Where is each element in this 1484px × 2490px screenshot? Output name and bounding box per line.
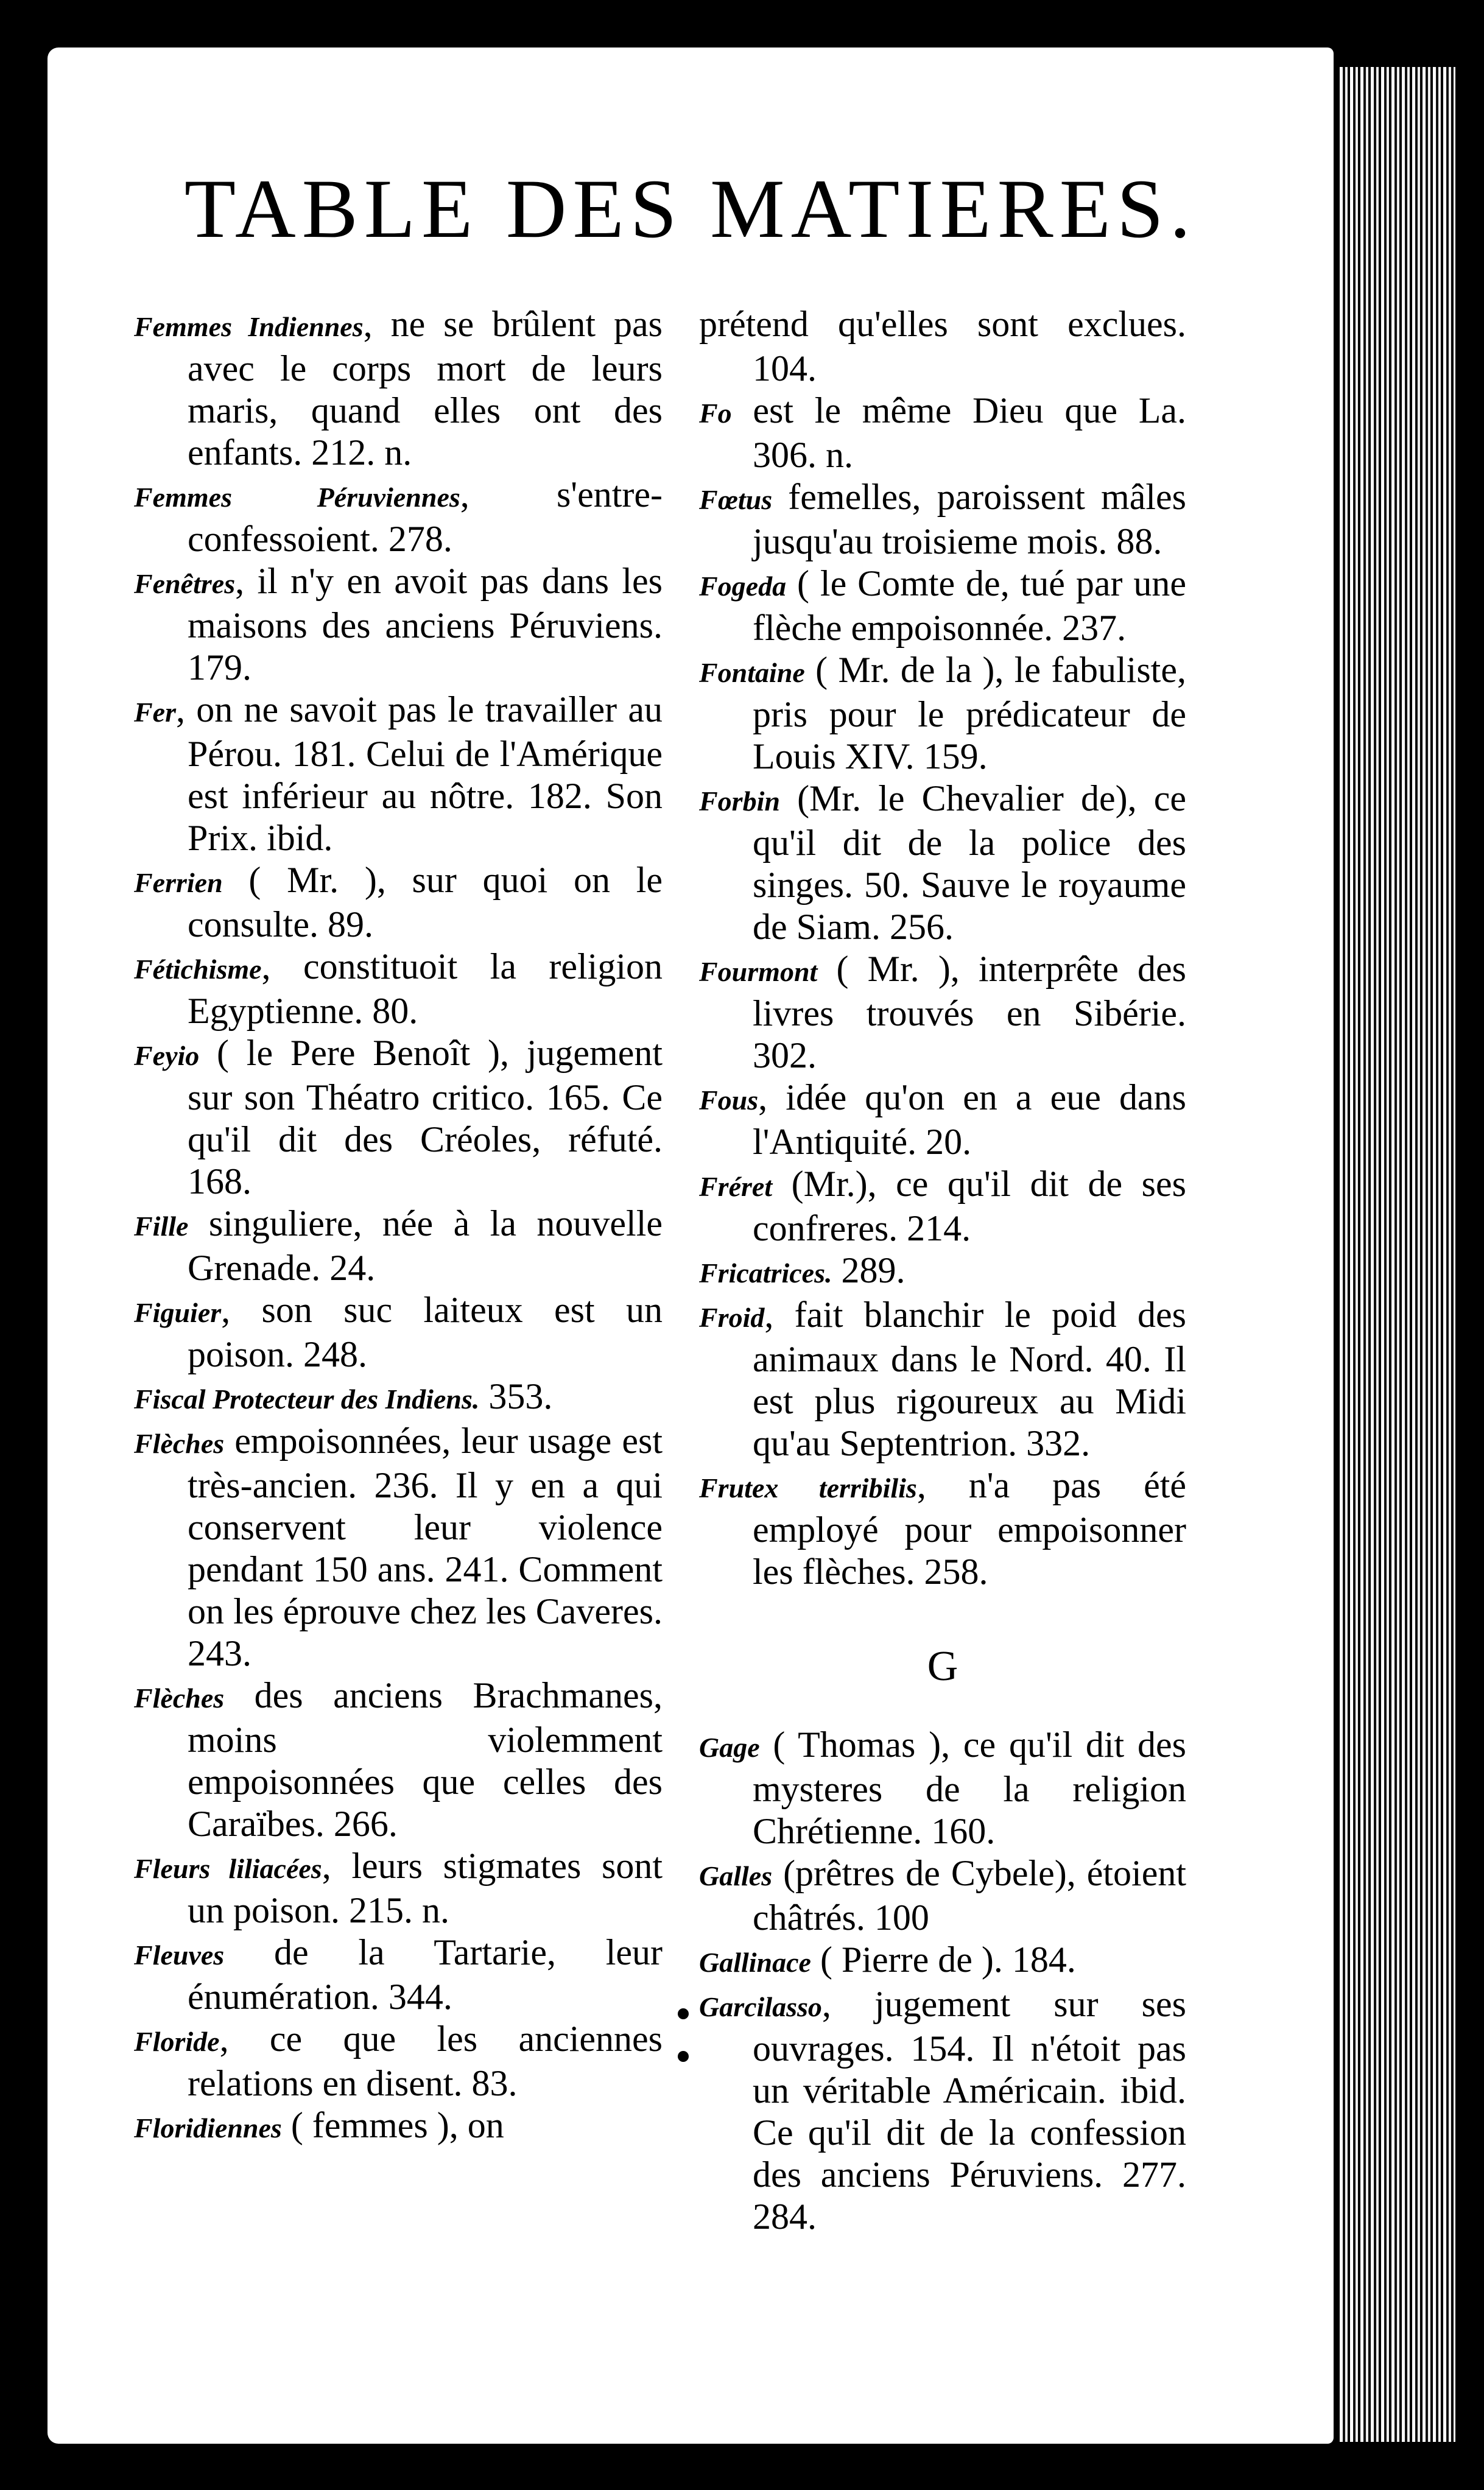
entry-headword: Forbin [699,786,780,817]
entry-headword: Fœtus [699,484,773,515]
index-entry [134,474,663,560]
entry-headword: Flèches [134,1683,225,1714]
index-entry [134,1289,663,1376]
entry-headword: Fourmont [699,956,818,987]
right-column [699,303,1186,2238]
entry-text: (prêtres de Cybele), étoient châtrés. 100 [753,1853,1186,1938]
entry-headword: Fontaine [699,657,805,688]
entry-text: , jugement sur ses ouvrages. 154. Il n'étoit pas un véritable Américain. ibid. Ce qu'il dit de la confession des anciens Péruviens. 277. 284. [753,1984,1186,2237]
entry-headword: Figuier [134,1297,222,1328]
index-entry [134,859,663,946]
entry-text: de la Tartarie, leur énumération. 344. [188,1932,663,2017]
entry-headword: Fleuves [134,1940,225,1971]
entry-text: prétend qu'elles sont exclues. 104. [699,304,1186,389]
entry-text: ( Mr. ), sur quoi on le consulte. 89. [188,860,663,944]
margin-mark [678,2051,689,2062]
entry-headword: Fricatrices. [699,1257,832,1289]
entry-headword: Frutex terribilis [699,1472,917,1503]
entry-headword: Fiscal Protecteur des Indiens. [134,1384,480,1415]
entry-text: (Mr.), ce qu'il dit de ses confreres. 214. [753,1164,1186,1248]
index-entry [699,476,1186,563]
entry-text: , idée qu'on en a eue dans l'Antiquité. 20. [753,1077,1186,1162]
index-entry [699,563,1186,649]
index-entry [134,2018,663,2105]
index-entry [699,1724,1186,1852]
index-entry [699,303,1186,390]
entry-text: ( le Comte de, tué par une flèche empoisonnée. 237. [753,563,1186,648]
index-entry [134,1203,663,1289]
entry-text: des anciens Brachmanes, moins violemment empoisonnées que celles des Caraïbes. 266. [188,1675,663,1844]
entry-headword: Fo [699,398,732,429]
index-entry [134,1845,663,1932]
entry-headword: Garcilasso [699,1991,822,2022]
index-entry [699,1465,1186,1593]
index-entry [134,560,663,689]
entry-headword: Fenêtres [134,568,236,599]
entry-headword: Gallinace [699,1947,811,1978]
entry-text: ( le Pere Benoît ), jugement sur son Théatro critico. 165. Ce qu'il dit des Créoles, réfuté. 168. [188,1033,663,1201]
index-entry [699,1939,1186,1983]
index-entry [134,1420,663,1675]
index-entry [699,1077,1186,1163]
entry-text: (Mr. le Chevalier de), ce qu'il dit de la police des singes. 50. Sauve le royaume de Siam. 256. [753,778,1186,947]
entry-text: 353. [479,1376,553,1416]
entry-headword: Fer [134,697,176,728]
index-entry [699,778,1186,948]
entry-text: , il n'y en avoit pas dans les maisons des anciens Péruviens. 179. [188,561,663,688]
page-title: TABLE DES MATIERES. [184,162,1197,255]
entry-headword: Floridiennes [134,2112,282,2144]
margin-mark [678,2008,689,2019]
page-edges [1340,67,1455,2442]
entry-headword: Fille [134,1211,189,1242]
entry-text: singuliere, née à la nouvelle Grenade. 24. [188,1203,663,1288]
entry-text: ( Mr. de la ), le fabuliste, pris pour le prédicateur de Louis XIV. 159. [753,650,1186,776]
index-entry [134,1032,663,1203]
entry-text: , n'a pas été employé pour empoisonner les flèches. 258. [753,1465,1186,1592]
index-entry [699,1250,1186,1294]
entry-headword: Feyio [134,1040,200,1071]
entry-headword: Fleurs liliacées [134,1853,322,1884]
entry-headword: Floride [134,2026,220,2057]
left-column [134,303,663,2149]
index-entry [134,1932,663,2018]
entry-headword: Galles [699,1860,773,1891]
entry-text: ( Mr. ), interprête des livres trouvés en Sibérie. 302. [753,949,1186,1075]
index-entry [134,2105,663,2149]
index-entry [699,948,1186,1077]
entry-text: femelles, paroissent mâles jusqu'au troisieme mois. 88. [753,477,1186,561]
book-page [47,47,1334,2444]
entry-headword: Flèches [134,1428,225,1459]
entry-text: , constituoit la religion Egyptienne. 80. [188,946,663,1031]
entry-text: ( Pierre de ). 184. [811,1940,1076,1980]
entry-headword: Femmes Indiennes [134,311,364,342]
entry-text: , son suc laiteux est un poison. 248. [188,1290,663,1374]
entry-text: empoisonnées, leur usage est très-ancien. 236. Il y en a qui conservent leur violence pendant 150 ans. 241. Comment on les éprouve chez les Caveres. 243. [188,1421,663,1673]
entry-text: , leurs stigmates sont un poison. 215. n. [188,1846,663,1930]
entry-text: , s'entre-confessoient. 278. [188,474,663,559]
index-entry [699,1294,1186,1465]
entry-text: ( femmes ), on [281,2105,504,2145]
section-letter: G [927,1643,958,1690]
entry-headword: Gage [699,1732,760,1763]
index-entry [699,1163,1186,1250]
entry-text: 289. [832,1250,906,1290]
index-entry [134,1675,663,1845]
entry-headword: Froid [699,1302,765,1333]
entry-headword: Fous [699,1085,759,1116]
entry-headword: Fétichisme [134,954,262,985]
entry-headword: Fréret [699,1171,773,1202]
index-entry [134,946,663,1032]
index-entry [134,1376,663,1420]
entry-headword: Ferrien [134,867,223,898]
index-entry [699,1983,1186,2238]
entry-text: ( Thomas ), ce qu'il dit des mysteres de la religion Chrétienne. 160. [753,1725,1186,1851]
entry-text: est le même Dieu que La. 306. n. [731,390,1186,475]
index-entry [699,649,1186,778]
entry-headword: Fogeda [699,571,787,602]
entry-text: , fait blanchir le poid des animaux dans le Nord. 40. Il est plus rigoureux au Midi qu'au Septentrion. 332. [753,1295,1186,1463]
index-entry [134,303,663,474]
entry-headword: Femmes Péruviennes [134,482,460,513]
entry-text: , on ne savoit pas le travailler au Pérou. 181. Celui de l'Amérique est inférieur au nôtre. 182. Son Prix. ibid. [176,689,663,858]
index-entry [134,689,663,859]
entry-text: , ne se brûlent pas avec le corps mort de leurs maris, quand elles ont des enfants. 212. n. [188,304,663,473]
entry-text: , ce que les anciennes relations en disent. 83. [188,2019,663,2103]
index-entry [699,1852,1186,1939]
index-entry [699,390,1186,476]
